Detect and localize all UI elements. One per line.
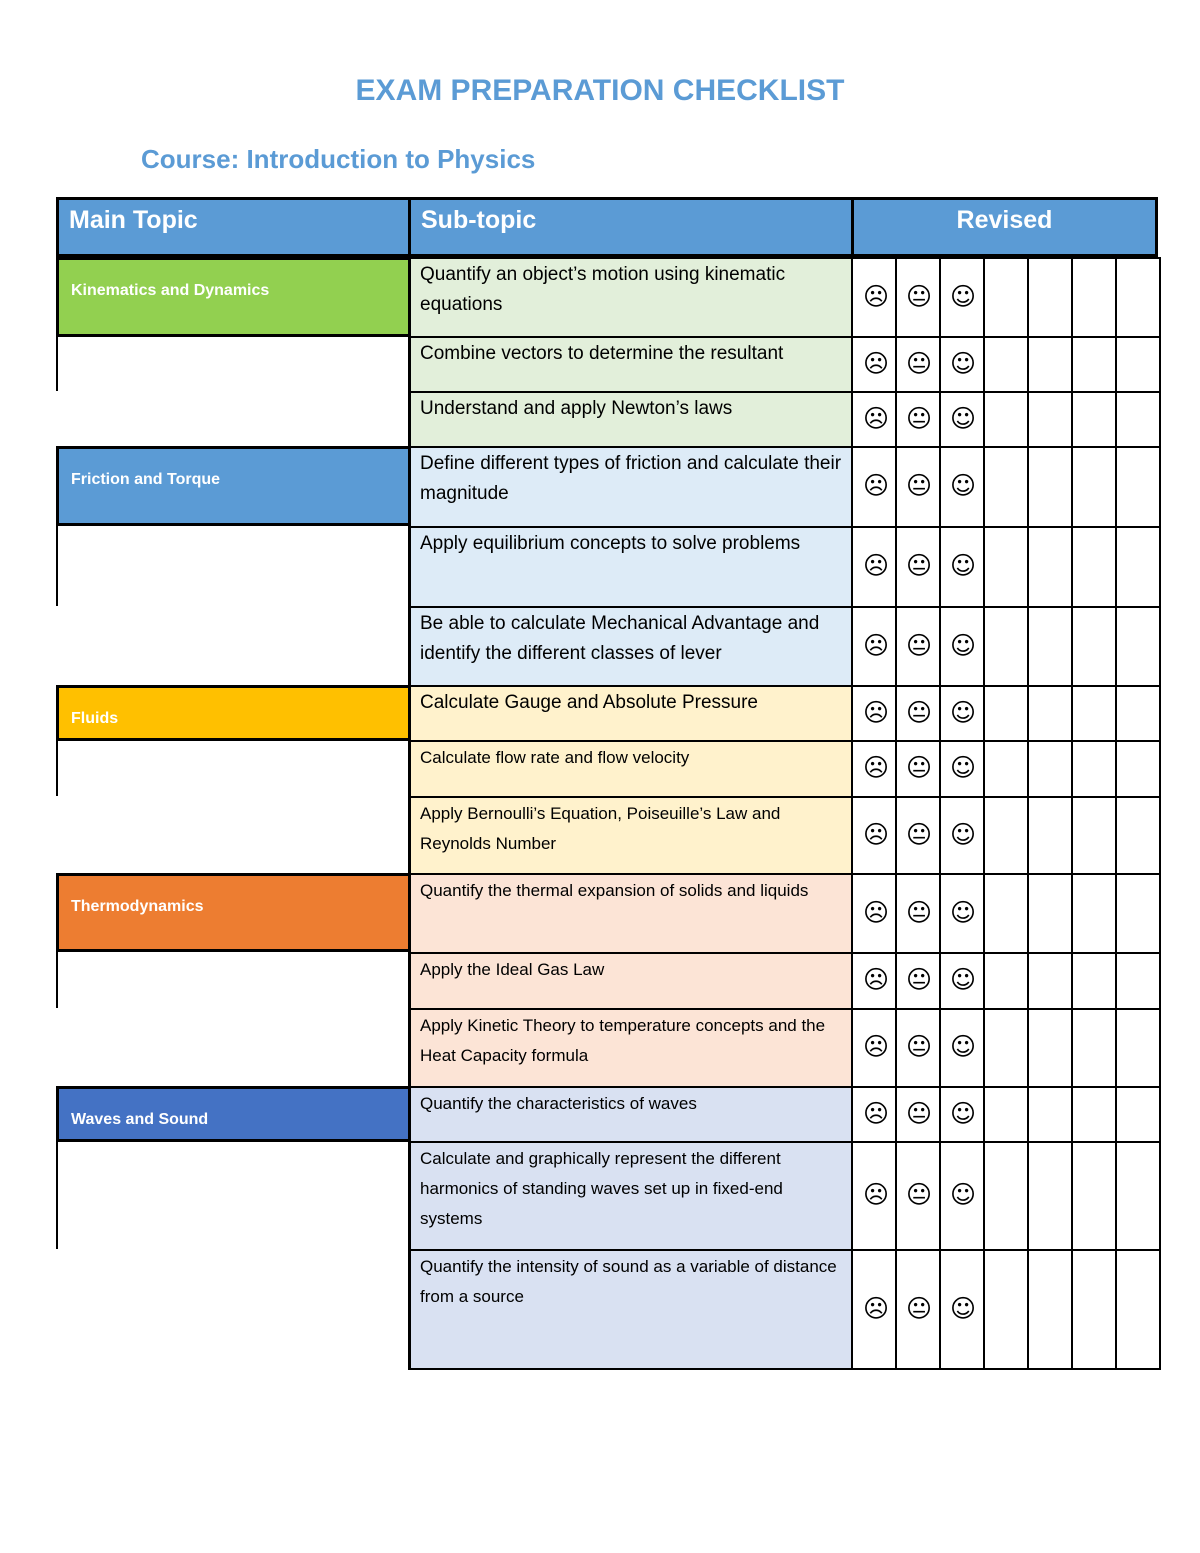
revised-checkbox-cell[interactable] [1071, 873, 1117, 954]
revised-checkbox-cell[interactable] [1027, 446, 1073, 528]
sub-topic-label: Quantify the intensity of sound as a variable of distance from a source [420, 1257, 837, 1306]
sub-topic-label: Apply Bernoulli’s Equation, Poiseuille’s Law and Reynolds Number [420, 804, 781, 853]
main-topic-cell [56, 685, 411, 741]
main-topic-label: Fluids [71, 710, 119, 727]
table-left-border [56, 337, 58, 391]
revised-checkbox-cell[interactable] [1071, 257, 1117, 338]
revised-checkbox-cell[interactable] [1027, 1086, 1073, 1143]
revised-checkbox-cell[interactable] [983, 1249, 1029, 1370]
revised-checkbox-cell[interactable] [1071, 391, 1117, 448]
revised-checkbox-cell[interactable] [1115, 606, 1161, 687]
neutral-face-icon[interactable]: 😐 [906, 1032, 933, 1061]
happy-face-icon[interactable]: ☺ [950, 897, 977, 927]
sub-topic-cell [408, 391, 854, 448]
happy-face-icon[interactable]: ☺ [950, 697, 977, 727]
main-topic-cell [56, 1086, 411, 1142]
header-revised [851, 197, 1158, 257]
happy-face-icon[interactable]: ☺ [950, 1098, 977, 1128]
happy-face-icon[interactable]: ☺ [950, 471, 977, 500]
revised-checkbox-cell[interactable] [983, 740, 1029, 798]
sub-topic-label: Combine vectors to determine the resultant [420, 343, 784, 364]
neutral-face-icon[interactable]: 😐 [906, 819, 933, 849]
revised-checkbox-cell[interactable] [1071, 952, 1117, 1010]
happy-face-icon[interactable]: ☺ [950, 551, 977, 580]
sub-topic-cell [408, 1008, 854, 1088]
revised-checkbox-cell[interactable] [1115, 685, 1161, 742]
sad-face-icon[interactable]: ☹ [863, 281, 890, 311]
header-main-topic-label: Main Topic [69, 206, 198, 234]
sub-topic-cell [408, 952, 854, 1010]
revised-checkbox-cell[interactable] [983, 336, 1029, 393]
revised-checkbox-cell[interactable] [1115, 1086, 1161, 1143]
sub-topic-cell [408, 685, 854, 742]
happy-face-icon[interactable]: ☺ [950, 403, 977, 433]
revised-checkbox-cell[interactable] [1115, 873, 1161, 954]
revised-checkbox-cell[interactable] [1071, 685, 1117, 742]
sad-face-icon[interactable]: ☹ [863, 1032, 890, 1061]
revised-checkbox-cell[interactable] [1071, 796, 1117, 875]
neutral-face-icon[interactable]: 😐 [906, 965, 933, 994]
revised-checkbox-cell[interactable] [1071, 1141, 1117, 1251]
revised-checkbox-cell[interactable] [1115, 336, 1161, 393]
neutral-face-icon[interactable]: 😐 [906, 1098, 933, 1128]
header-sub-topic-label: Sub-topic [421, 206, 537, 234]
happy-face-icon[interactable]: ☺ [950, 630, 977, 660]
revised-checkbox-cell[interactable] [1071, 336, 1117, 393]
revised-checkbox-cell[interactable] [1071, 1086, 1117, 1143]
sub-topic-label: Be able to calculate Mechanical Advantage and identify the different classes of lever [420, 613, 820, 664]
happy-face-icon[interactable]: ☺ [950, 819, 977, 849]
revised-checkbox-cell[interactable] [1027, 952, 1073, 1010]
sub-topic-cell [408, 257, 854, 338]
sub-topic-cell [408, 740, 854, 798]
table-left-border [56, 526, 58, 606]
sub-topic-cell [408, 446, 854, 528]
sub-topic-cell [408, 1086, 854, 1143]
main-topic-label: Thermodynamics [71, 898, 204, 915]
neutral-face-icon[interactable]: 😐 [906, 348, 933, 378]
revised-checkbox-cell[interactable] [1027, 391, 1073, 448]
happy-face-icon[interactable]: ☺ [950, 281, 977, 311]
header-main-topic [56, 197, 411, 257]
neutral-face-icon[interactable]: 😐 [906, 753, 933, 782]
happy-face-icon[interactable]: ☺ [950, 1293, 977, 1323]
revised-checkbox-cell[interactable] [1115, 952, 1161, 1010]
sub-topic-label: Apply the Ideal Gas Law [420, 960, 605, 979]
revised-checkbox-cell[interactable] [1071, 606, 1117, 687]
revised-checkbox-cell[interactable] [983, 796, 1029, 875]
sad-face-icon[interactable]: ☹ [863, 1180, 890, 1209]
header-revised-label: Revised [956, 206, 1053, 234]
course-title: Course: Introduction to Physics [141, 144, 536, 174]
revised-checkbox-cell[interactable] [1027, 740, 1073, 798]
sub-topic-label: Apply Kinetic Theory to temperature concepts and the Heat Capacity formula [420, 1016, 826, 1065]
table-left-border [56, 952, 58, 1008]
revised-checkbox-cell[interactable] [1115, 526, 1161, 608]
sad-face-icon[interactable]: ☹ [863, 403, 890, 433]
revised-checkbox-cell[interactable] [1027, 1008, 1073, 1088]
sub-topic-label: Calculate flow rate and flow velocity [420, 748, 690, 767]
revised-checkbox-cell[interactable] [1071, 446, 1117, 528]
sad-face-icon[interactable]: ☹ [863, 819, 890, 849]
sub-topic-label: Understand and apply Newton’s laws [420, 398, 733, 419]
revised-checkbox-cell[interactable] [1027, 336, 1073, 393]
sub-topic-label: Calculate and graphically represent the different harmonics of standing waves set up in fixed-end systems [420, 1149, 783, 1228]
sad-face-icon[interactable]: ☹ [863, 1293, 890, 1323]
neutral-face-icon[interactable]: 😐 [906, 403, 933, 433]
revised-checkbox-cell[interactable] [1115, 740, 1161, 798]
page-title: EXAM PREPARATION CHECKLIST [355, 74, 845, 107]
neutral-face-icon[interactable]: 😐 [906, 897, 933, 927]
revised-checkbox-cell[interactable] [1027, 1141, 1073, 1251]
revised-checkbox-cell[interactable] [1071, 740, 1117, 798]
main-topic-label: Kinematics and Dynamics [71, 282, 270, 299]
revised-checkbox-cell[interactable] [983, 526, 1029, 608]
revised-checkbox-cell[interactable] [1027, 685, 1073, 742]
revised-checkbox-cell[interactable] [983, 1141, 1029, 1251]
revised-checkbox-cell[interactable] [1115, 1249, 1161, 1370]
happy-face-icon[interactable]: ☺ [950, 1180, 977, 1209]
header-sub-topic [408, 197, 854, 257]
revised-checkbox-cell[interactable] [1115, 391, 1161, 448]
revised-checkbox-cell[interactable] [1027, 873, 1073, 954]
revised-checkbox-cell[interactable] [983, 1086, 1029, 1143]
sad-face-icon[interactable]: ☹ [863, 965, 890, 994]
sub-topic-cell [408, 873, 854, 954]
revised-checkbox-cell[interactable] [1071, 526, 1117, 608]
main-topic-cell [56, 446, 411, 526]
sad-face-icon[interactable]: ☹ [863, 471, 890, 500]
neutral-face-icon[interactable]: 😐 [906, 551, 933, 580]
sad-face-icon[interactable]: ☹ [863, 1098, 890, 1128]
revised-checkbox-cell[interactable] [983, 952, 1029, 1010]
neutral-face-icon[interactable]: 😐 [906, 697, 933, 727]
sub-topic-label: Quantify an object’s motion using kinematic equations [420, 264, 786, 315]
revised-checkbox-cell[interactable] [1027, 796, 1073, 875]
sad-face-icon[interactable]: ☹ [863, 897, 890, 927]
sub-topic-cell [408, 1141, 854, 1251]
sub-topic-cell [408, 526, 854, 608]
sub-topic-label: Quantify the characteristics of waves [420, 1094, 697, 1113]
neutral-face-icon[interactable]: 😐 [906, 471, 933, 500]
sad-face-icon[interactable]: ☹ [863, 630, 890, 660]
revised-checkbox-cell[interactable] [1115, 1008, 1161, 1088]
happy-face-icon[interactable]: ☺ [950, 1032, 977, 1061]
revised-checkbox-cell[interactable] [983, 606, 1029, 687]
main-topic-label: Waves and Sound [71, 1111, 209, 1128]
revised-checkbox-cell[interactable] [1115, 446, 1161, 528]
revised-checkbox-cell[interactable] [1115, 796, 1161, 875]
revised-checkbox-cell[interactable] [983, 446, 1029, 528]
revised-checkbox-cell[interactable] [983, 257, 1029, 338]
sub-topic-label: Quantify the thermal expansion of solids and liquids [420, 881, 809, 900]
sad-face-icon[interactable]: ☹ [863, 753, 890, 782]
neutral-face-icon[interactable]: 😐 [906, 281, 933, 311]
sad-face-icon[interactable]: ☹ [863, 551, 890, 580]
sub-topic-cell [408, 796, 854, 875]
sub-topic-label: Calculate Gauge and Absolute Pressure [420, 692, 758, 713]
sub-topic-label: Define different types of friction and calculate their magnitude [420, 453, 842, 504]
sub-topic-cell [408, 1249, 854, 1370]
revised-checkbox-cell[interactable] [1115, 257, 1161, 338]
main-topic-cell [56, 257, 411, 337]
table-left-border [56, 741, 58, 796]
sub-topic-cell [408, 336, 854, 393]
sad-face-icon[interactable]: ☹ [863, 697, 890, 727]
happy-face-icon[interactable]: ☺ [950, 753, 977, 782]
neutral-face-icon[interactable]: 😐 [906, 630, 933, 660]
happy-face-icon[interactable]: ☺ [950, 965, 977, 994]
sub-topic-cell [408, 606, 854, 687]
sad-face-icon[interactable]: ☹ [863, 348, 890, 378]
revised-checkbox-cell[interactable] [983, 685, 1029, 742]
happy-face-icon[interactable]: ☺ [950, 348, 977, 378]
revised-checkbox-cell[interactable] [983, 391, 1029, 448]
neutral-face-icon[interactable]: 😐 [906, 1293, 933, 1323]
main-topic-label: Friction and Torque [71, 471, 221, 488]
revised-checkbox-cell[interactable] [1027, 1249, 1073, 1370]
neutral-face-icon[interactable]: 😐 [906, 1180, 933, 1209]
revised-checkbox-cell[interactable] [983, 1008, 1029, 1088]
sub-topic-label: Apply equilibrium concepts to solve problems [420, 533, 801, 554]
revised-checkbox-cell[interactable] [1071, 1008, 1117, 1088]
revised-checkbox-cell[interactable] [1071, 1249, 1117, 1370]
revised-checkbox-cell[interactable] [1027, 257, 1073, 338]
revised-checkbox-cell[interactable] [1027, 526, 1073, 608]
table-left-border [56, 1142, 58, 1249]
revised-checkbox-cell[interactable] [983, 873, 1029, 954]
revised-checkbox-cell[interactable] [1115, 1141, 1161, 1251]
revised-checkbox-cell[interactable] [1027, 606, 1073, 687]
main-topic-cell [56, 873, 411, 952]
